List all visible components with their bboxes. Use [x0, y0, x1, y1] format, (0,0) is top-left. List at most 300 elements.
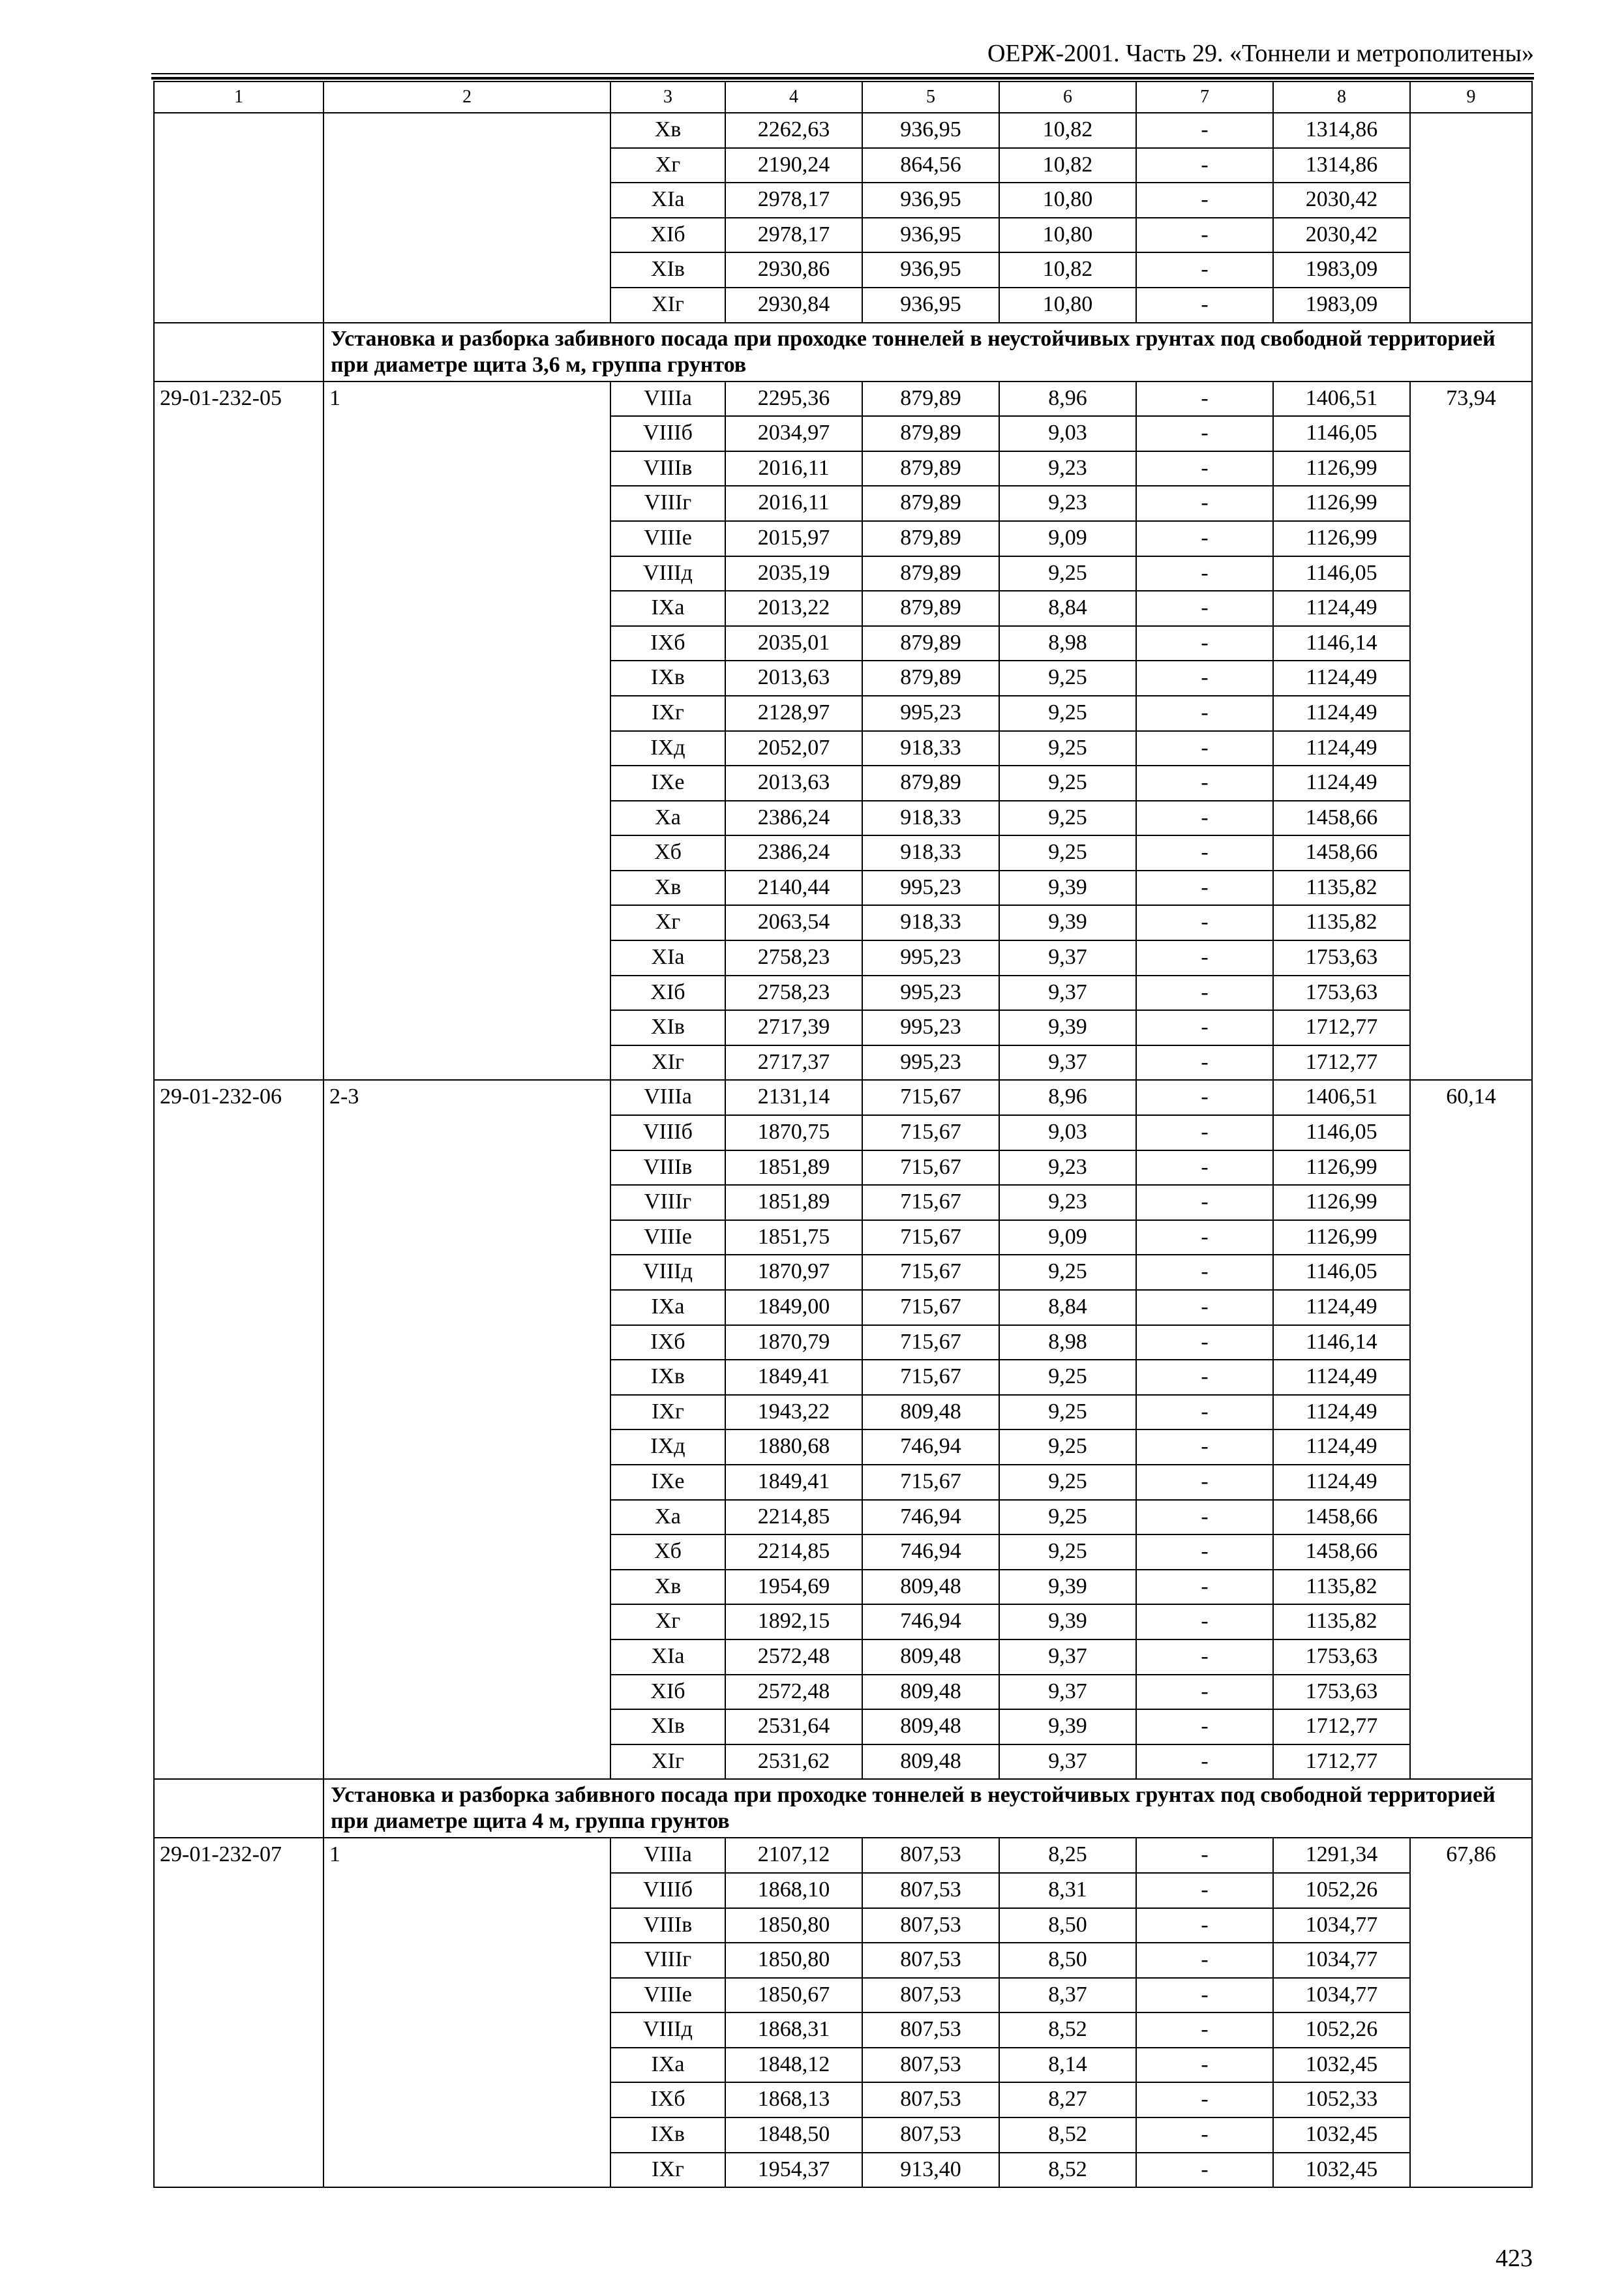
table-cell: -: [1136, 661, 1273, 696]
table-cell: 809,48: [862, 1709, 999, 1744]
table-cell: 1849,41: [725, 1465, 862, 1500]
table-cell: 1124,49: [1273, 1465, 1410, 1500]
table-cell: 1849,41: [725, 1360, 862, 1395]
table-cell: -: [1136, 382, 1273, 417]
table-cell: 807,53: [862, 1873, 999, 1908]
page-number: 423: [1496, 2245, 1533, 2272]
section-title-row: [154, 1779, 1532, 1838]
table-cell: 807,53: [862, 1978, 999, 2013]
table-cell: -: [1136, 1908, 1273, 1943]
table-cell: IXг: [610, 696, 725, 731]
table-cell: 10,82: [999, 252, 1136, 288]
table-cell: 913,40: [862, 2153, 999, 2188]
table-cell: 746,94: [862, 1604, 999, 1639]
table-cell: Xб: [610, 1534, 725, 1570]
table-cell: 2572,48: [725, 1675, 862, 1710]
table-cell: 746,94: [862, 1534, 999, 1570]
table-cell: 8,98: [999, 1325, 1136, 1360]
table-cell: -: [1136, 1429, 1273, 1465]
table-cell: 9,25: [999, 696, 1136, 731]
table-cell: 2717,39: [725, 1010, 862, 1045]
table-cell: 809,48: [862, 1744, 999, 1780]
table-cell: IXв: [610, 661, 725, 696]
table-cell: -: [1136, 976, 1273, 1011]
table-cell: -: [1136, 521, 1273, 556]
table-cell: 8,96: [999, 1080, 1136, 1115]
table-cell: 1850,67: [725, 1978, 862, 2013]
table-cell: 809,48: [862, 1675, 999, 1710]
table-cell: VIIIе: [610, 1978, 725, 2013]
table-cell: 9,09: [999, 1220, 1136, 1255]
table-cell: 9,37: [999, 940, 1136, 976]
table-cell: 809,48: [862, 1395, 999, 1430]
table-cell: 9,37: [999, 976, 1136, 1011]
table-cell: 1850,80: [725, 1908, 862, 1943]
table-cell: Xв: [610, 871, 725, 906]
table-cell: -: [1136, 1220, 1273, 1255]
table-cell: 936,95: [862, 252, 999, 288]
table-cell: IXб: [610, 626, 725, 661]
table-cell: -: [1136, 1500, 1273, 1535]
table-cell: -: [1136, 2153, 1273, 2188]
table-cell: 8,96: [999, 382, 1136, 417]
table-cell: VIIIг: [610, 486, 725, 521]
table-cell: 715,67: [862, 1325, 999, 1360]
rate-code-cell: 29-01-232-06: [154, 1080, 323, 1779]
table-cell: -: [1136, 1150, 1273, 1186]
table-cell: -: [1136, 871, 1273, 906]
table-cell: VIIIб: [610, 1873, 725, 1908]
table-cell: IXа: [610, 1290, 725, 1325]
table-cell: 2717,37: [725, 1045, 862, 1081]
table-cell: 936,95: [862, 183, 999, 218]
table-cell: 1135,82: [1273, 905, 1410, 940]
table-cell: XIг: [610, 1744, 725, 1780]
table-cell: 9,25: [999, 1255, 1136, 1290]
table-cell: -: [1136, 416, 1273, 451]
table-cell: 1124,49: [1273, 1290, 1410, 1325]
table-cell: 2016,11: [725, 486, 862, 521]
table-cell: VIIIг: [610, 1185, 725, 1220]
table-cell: 1943,22: [725, 1395, 862, 1430]
table-cell: IXг: [610, 2153, 725, 2188]
table-cell: 9,03: [999, 416, 1136, 451]
table-cell: 1291,34: [1273, 1838, 1410, 1873]
table-cell: 2214,85: [725, 1534, 862, 1570]
table-cell: 2034,97: [725, 416, 862, 451]
table-cell: 2978,17: [725, 183, 862, 218]
table-cell: 8,25: [999, 1838, 1136, 1873]
table-cell: 1052,33: [1273, 2082, 1410, 2117]
table-cell: 2531,62: [725, 1744, 862, 1780]
table-cell: XIв: [610, 1709, 725, 1744]
table-row: [154, 113, 1532, 148]
table-cell: -: [1136, 2012, 1273, 2048]
table-cell: IXд: [610, 731, 725, 766]
table-cell: 715,67: [862, 1150, 999, 1186]
table-cell: VIIIа: [610, 382, 725, 417]
table-cell: 10,80: [999, 288, 1136, 323]
table-cell: 995,23: [862, 1010, 999, 1045]
table-cell: 8,37: [999, 1978, 1136, 2013]
table-cell: 1868,31: [725, 2012, 862, 2048]
table-cell: -: [1136, 1873, 1273, 1908]
table-cell: -: [1136, 1185, 1273, 1220]
table-cell: -: [1136, 218, 1273, 253]
table-cell: 1870,79: [725, 1325, 862, 1360]
table-cell: 879,89: [862, 766, 999, 801]
table-cell: -: [1136, 1978, 1273, 2013]
table-cell: 1458,66: [1273, 835, 1410, 871]
table-cell: 1034,77: [1273, 1943, 1410, 1978]
table-cell: 1126,99: [1273, 1150, 1410, 1186]
table-cell: 936,95: [862, 218, 999, 253]
rate-code-cell: [154, 113, 323, 323]
table-cell: 9,09: [999, 521, 1136, 556]
table-cell: -: [1136, 1290, 1273, 1325]
table-cell: 807,53: [862, 1908, 999, 1943]
table-cell: 2013,22: [725, 591, 862, 626]
rate-code-cell: 29-01-232-07: [154, 1838, 323, 2187]
table-cell: 1880,68: [725, 1429, 862, 1465]
labor-cost-cell: [1410, 113, 1532, 323]
table-cell: -: [1136, 766, 1273, 801]
table-cell: 2030,42: [1273, 183, 1410, 218]
soil-group-cell: 1: [323, 1838, 610, 2187]
table-cell: -: [1136, 1639, 1273, 1675]
table-cell: 9,39: [999, 905, 1136, 940]
table-cell: 807,53: [862, 1943, 999, 1978]
table-row: [154, 1080, 1532, 1115]
table-cell: 746,94: [862, 1500, 999, 1535]
table-cell: 879,89: [862, 626, 999, 661]
table-cell: 9,25: [999, 1360, 1136, 1395]
table-cell: 1126,99: [1273, 521, 1410, 556]
table-cell: 1712,77: [1273, 1045, 1410, 1081]
table-cell: 8,50: [999, 1908, 1136, 1943]
table-cell: 1870,75: [725, 1115, 862, 1150]
table-cell: Xг: [610, 1604, 725, 1639]
table-cell: IXе: [610, 1465, 725, 1500]
table-cell: 809,48: [862, 1639, 999, 1675]
table-cell: 995,23: [862, 871, 999, 906]
table-cell: -: [1136, 556, 1273, 591]
table-cell: 10,82: [999, 113, 1136, 148]
table-cell: 1850,80: [725, 1943, 862, 1978]
table-cell: 1135,82: [1273, 1570, 1410, 1605]
table-cell: 995,23: [862, 940, 999, 976]
table-cell: 9,37: [999, 1045, 1136, 1081]
table-cell: 1983,09: [1273, 288, 1410, 323]
table-cell: -: [1136, 1838, 1273, 1873]
table-cell: 1458,66: [1273, 1500, 1410, 1535]
table-cell: 1753,63: [1273, 1639, 1410, 1675]
column-number-cell: 3: [610, 82, 725, 113]
table-cell: 1126,99: [1273, 451, 1410, 486]
table-cell: 9,23: [999, 1185, 1136, 1220]
table-cell: 1753,63: [1273, 976, 1410, 1011]
table-cell: XIг: [610, 288, 725, 323]
table-cell: 1406,51: [1273, 1080, 1410, 1115]
table-cell: 2013,63: [725, 661, 862, 696]
table-cell: 1868,10: [725, 1873, 862, 1908]
table-cell: 8,84: [999, 591, 1136, 626]
table-cell: -: [1136, 1115, 1273, 1150]
table-cell: 995,23: [862, 696, 999, 731]
table-cell: 2016,11: [725, 451, 862, 486]
table-cell: VIIIб: [610, 416, 725, 451]
table-cell: 1146,05: [1273, 556, 1410, 591]
column-number-cell: 6: [999, 82, 1136, 113]
table-cell: 8,52: [999, 2153, 1136, 2188]
table-cell: 1851,89: [725, 1150, 862, 1186]
table-cell: XIв: [610, 1010, 725, 1045]
table-cell: 715,67: [862, 1465, 999, 1500]
table-cell: Xв: [610, 1570, 725, 1605]
table-cell: VIIIе: [610, 521, 725, 556]
table-cell: Xв: [610, 113, 725, 148]
table-cell: -: [1136, 1604, 1273, 1639]
table-cell: 715,67: [862, 1290, 999, 1325]
table-cell: 715,67: [862, 1220, 999, 1255]
table-cell: -: [1136, 1395, 1273, 1430]
table-cell: 2531,64: [725, 1709, 862, 1744]
table-cell: 9,23: [999, 1150, 1136, 1186]
table-cell: IXг: [610, 1395, 725, 1430]
table-cell: Xб: [610, 835, 725, 871]
table-cell: 9,37: [999, 1744, 1136, 1780]
table-cell: -: [1136, 451, 1273, 486]
table-cell: 9,23: [999, 451, 1136, 486]
table-cell: 8,27: [999, 2082, 1136, 2117]
table-cell: 807,53: [862, 2117, 999, 2153]
table-cell: -: [1136, 1010, 1273, 1045]
table-cell: VIIIд: [610, 556, 725, 591]
table-cell: 1124,49: [1273, 766, 1410, 801]
table-cell: 1126,99: [1273, 1185, 1410, 1220]
table-cell: 1135,82: [1273, 1604, 1410, 1639]
column-number-cell: 8: [1273, 82, 1410, 113]
table-cell: Xг: [610, 148, 725, 183]
table-cell: 807,53: [862, 2048, 999, 2083]
column-number-cell: 5: [862, 82, 999, 113]
table-cell: 2295,36: [725, 382, 862, 417]
table-cell: -: [1136, 252, 1273, 288]
table-cell: VIIIв: [610, 451, 725, 486]
table-cell: 809,48: [862, 1570, 999, 1605]
table-cell: VIIIа: [610, 1838, 725, 1873]
table-cell: 2758,23: [725, 940, 862, 976]
table-cell: Xа: [610, 801, 725, 836]
table-cell: IXв: [610, 2117, 725, 2153]
table-cell: -: [1136, 1943, 1273, 1978]
table-cell: 2015,97: [725, 521, 862, 556]
table-cell: 879,89: [862, 556, 999, 591]
table-cell: 9,25: [999, 1395, 1136, 1430]
table-cell: -: [1136, 1534, 1273, 1570]
table-cell: 9,39: [999, 1604, 1136, 1639]
table-cell: -: [1136, 591, 1273, 626]
table-cell: 2035,19: [725, 556, 862, 591]
table-cell: 1032,45: [1273, 2117, 1410, 2153]
table-cell: 2013,63: [725, 766, 862, 801]
table-cell: 1052,26: [1273, 1873, 1410, 1908]
table-cell: 10,82: [999, 148, 1136, 183]
table-cell: -: [1136, 113, 1273, 148]
table-cell: 8,98: [999, 626, 1136, 661]
table-cell: 2930,84: [725, 288, 862, 323]
table-cell: 995,23: [862, 1045, 999, 1081]
table-cell: -: [1136, 1570, 1273, 1605]
table-cell: XIв: [610, 252, 725, 288]
table-cell: 1849,00: [725, 1290, 862, 1325]
labor-cost-cell: 67,86: [1410, 1838, 1532, 2187]
table-cell: 1146,14: [1273, 1325, 1410, 1360]
table-cell: 1052,26: [1273, 2012, 1410, 2048]
table-cell: 10,80: [999, 183, 1136, 218]
header-rule-thick: [151, 77, 1534, 80]
table-cell: 2262,63: [725, 113, 862, 148]
table-cell: 1126,99: [1273, 486, 1410, 521]
table-cell: -: [1136, 696, 1273, 731]
table-cell: IXв: [610, 1360, 725, 1395]
table-cell: -: [1136, 1325, 1273, 1360]
table-cell: IXб: [610, 2082, 725, 2117]
table-cell: IXа: [610, 2048, 725, 2083]
section-title: Установка и разборка забивного посада при проходке тоннелей в неустойчивых грунтах под свободной территорией при диаметре щита 3,6 м, группа грунтов: [323, 323, 1532, 382]
table-cell: 9,25: [999, 1500, 1136, 1535]
table-cell: 1848,12: [725, 2048, 862, 2083]
soil-group-cell: 1: [323, 382, 610, 1081]
table-cell: 879,89: [862, 451, 999, 486]
table-cell: 2978,17: [725, 218, 862, 253]
table-cell: 715,67: [862, 1360, 999, 1395]
table-cell: 9,25: [999, 731, 1136, 766]
table-cell: 2214,85: [725, 1500, 862, 1535]
table-cell: 8,52: [999, 2012, 1136, 2048]
table-cell: 9,25: [999, 835, 1136, 871]
soil-group-cell: 2-3: [323, 1080, 610, 1779]
table-body: [154, 82, 1532, 2187]
table-cell: XIг: [610, 1045, 725, 1081]
table-cell: -: [1136, 626, 1273, 661]
table-cell: 1124,49: [1273, 1395, 1410, 1430]
column-number-cell: 2: [323, 82, 610, 113]
table-cell: -: [1136, 288, 1273, 323]
table-cell: 746,94: [862, 1429, 999, 1465]
table-cell: 9,39: [999, 1709, 1136, 1744]
table-cell: 1954,69: [725, 1570, 862, 1605]
table-cell: 9,25: [999, 1465, 1136, 1500]
labor-cost-cell: 60,14: [1410, 1080, 1532, 1779]
table-cell: 1124,49: [1273, 591, 1410, 626]
table-cell: 2131,14: [725, 1080, 862, 1115]
table-cell: 936,95: [862, 113, 999, 148]
table-cell: -: [1136, 1255, 1273, 1290]
table-cell: 1124,49: [1273, 661, 1410, 696]
table-cell: 1851,75: [725, 1220, 862, 1255]
table-cell: 807,53: [862, 1838, 999, 1873]
table-cell: -: [1136, 1675, 1273, 1710]
section-title-spacer: [154, 1779, 323, 1838]
table-cell: 1753,63: [1273, 940, 1410, 976]
table-cell: 715,67: [862, 1115, 999, 1150]
table-cell: VIIIа: [610, 1080, 725, 1115]
table-cell: Xа: [610, 1500, 725, 1535]
table-cell: IXд: [610, 1429, 725, 1465]
table-cell: 1870,97: [725, 1255, 862, 1290]
table-cell: XIб: [610, 976, 725, 1011]
table-cell: -: [1136, 940, 1273, 976]
table-cell: 1034,77: [1273, 1978, 1410, 2013]
table-cell: IXа: [610, 591, 725, 626]
table-cell: 8,84: [999, 1290, 1136, 1325]
table-cell: XIа: [610, 1639, 725, 1675]
table-cell: 879,89: [862, 416, 999, 451]
table-cell: 2386,24: [725, 835, 862, 871]
table-cell: VIIIд: [610, 2012, 725, 2048]
table-cell: -: [1136, 1744, 1273, 1780]
table-cell: 715,67: [862, 1255, 999, 1290]
table-cell: -: [1136, 2048, 1273, 2083]
table-cell: 1314,86: [1273, 148, 1410, 183]
table-cell: 1406,51: [1273, 382, 1410, 417]
table-cell: 2052,07: [725, 731, 862, 766]
table-cell: 2063,54: [725, 905, 862, 940]
table-cell: -: [1136, 835, 1273, 871]
table-cell: 2128,97: [725, 696, 862, 731]
table-cell: 2030,42: [1273, 218, 1410, 253]
table-cell: 879,89: [862, 486, 999, 521]
table-cell: -: [1136, 2117, 1273, 2153]
section-title-row: [154, 323, 1532, 382]
table-cell: 8,14: [999, 2048, 1136, 2083]
table-cell: 2572,48: [725, 1639, 862, 1675]
table-cell: 1712,77: [1273, 1744, 1410, 1780]
table-cell: Xг: [610, 905, 725, 940]
table-cell: XIа: [610, 183, 725, 218]
table-cell: 9,39: [999, 1570, 1136, 1605]
table-cell: 1848,50: [725, 2117, 862, 2153]
table-cell: 1712,77: [1273, 1010, 1410, 1045]
table-cell: 918,33: [862, 835, 999, 871]
table-cell: 1124,49: [1273, 696, 1410, 731]
table-cell: 1458,66: [1273, 1534, 1410, 1570]
table-cell: VIIIв: [610, 1908, 725, 1943]
table-cell: -: [1136, 1360, 1273, 1395]
table-cell: 936,95: [862, 288, 999, 323]
table-cell: 879,89: [862, 661, 999, 696]
table-cell: 1892,15: [725, 1604, 862, 1639]
table-cell: 879,89: [862, 591, 999, 626]
table-row: [154, 382, 1532, 417]
table-cell: 1126,99: [1273, 1220, 1410, 1255]
table-cell: 1712,77: [1273, 1709, 1410, 1744]
table-cell: 879,89: [862, 382, 999, 417]
table-cell: 9,37: [999, 1675, 1136, 1710]
table-cell: 918,33: [862, 731, 999, 766]
table-cell: 10,80: [999, 218, 1136, 253]
table-cell: 1124,49: [1273, 731, 1410, 766]
table-cell: 995,23: [862, 976, 999, 1011]
table-cell: VIIIв: [610, 1150, 725, 1186]
table-cell: 9,39: [999, 871, 1136, 906]
header-rule: [151, 73, 1534, 74]
rates-table: [153, 81, 1533, 2188]
table-cell: 2930,86: [725, 252, 862, 288]
table-cell: XIа: [610, 940, 725, 976]
table-cell: VIIIб: [610, 1115, 725, 1150]
